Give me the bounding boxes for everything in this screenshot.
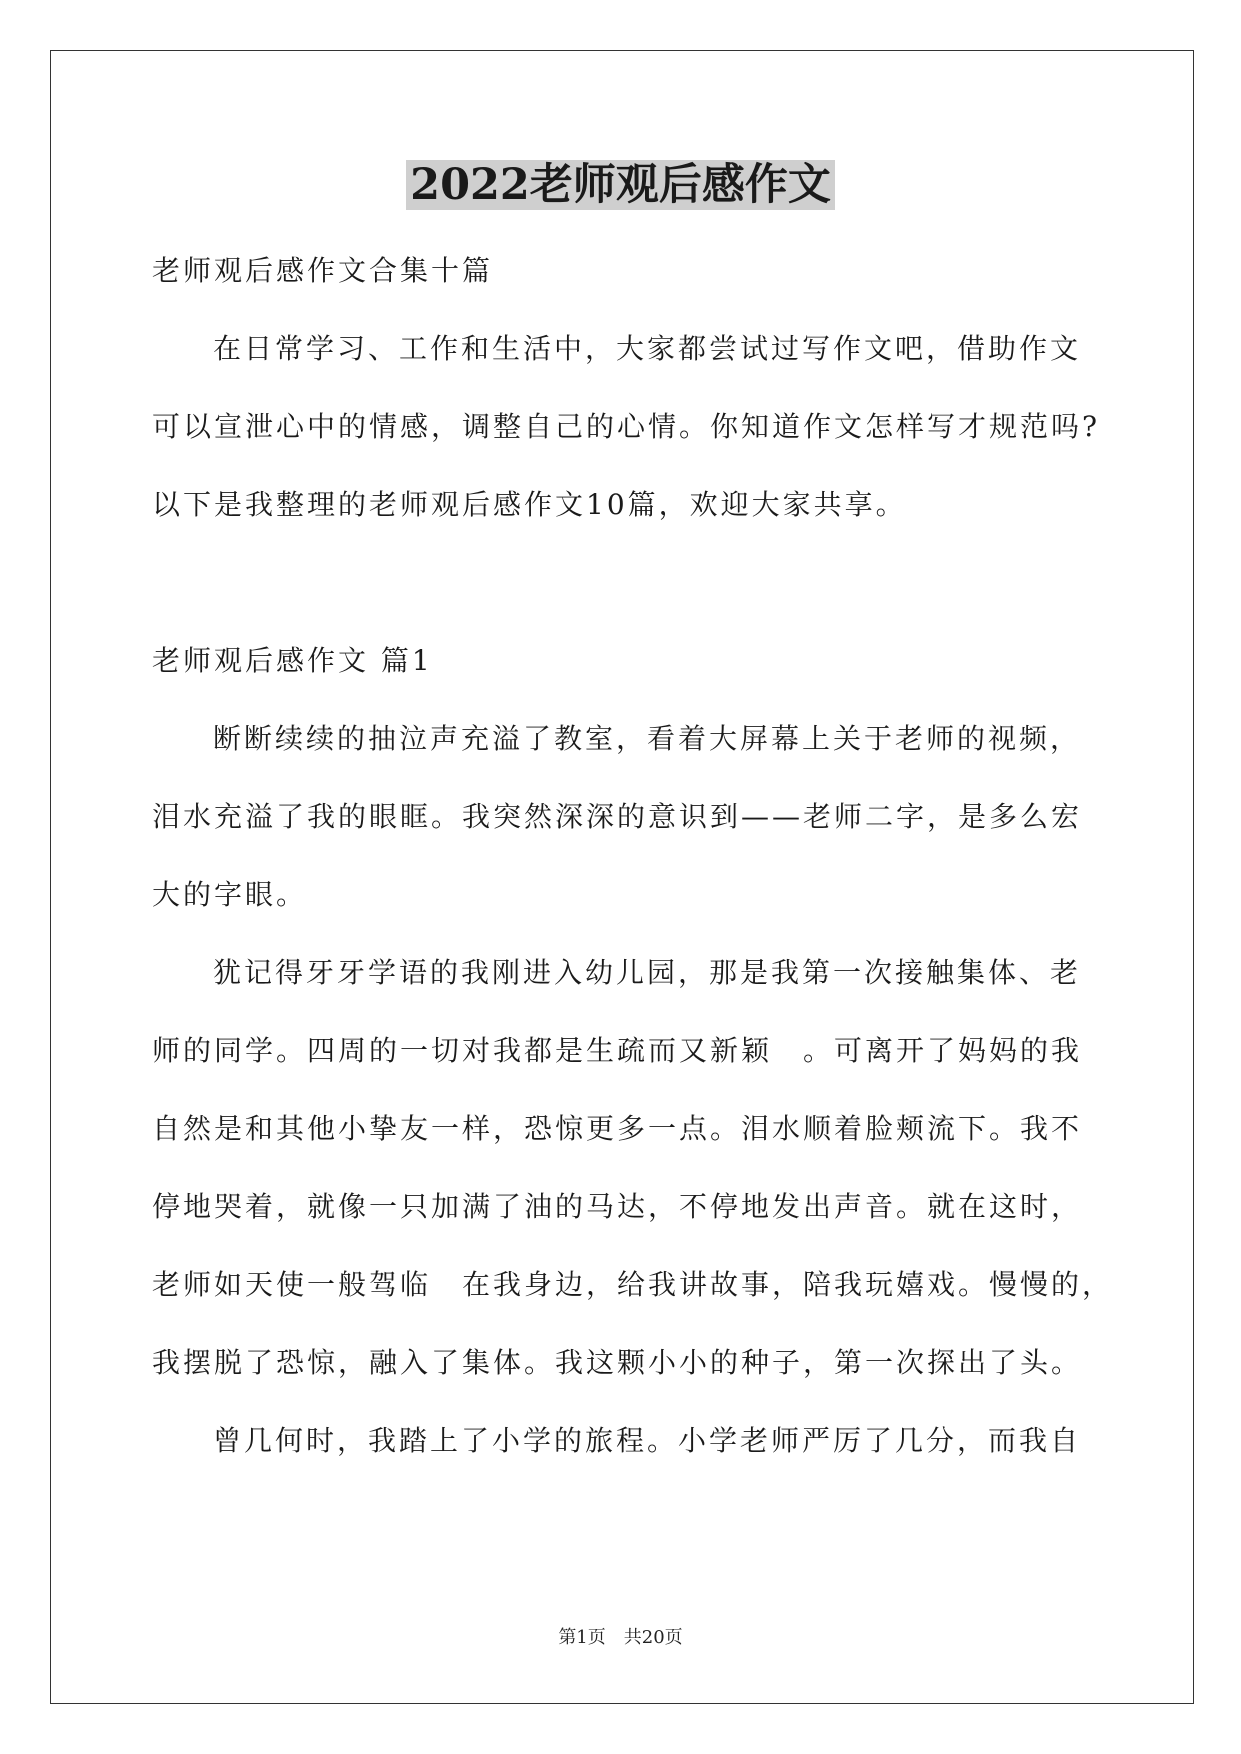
paragraph-line: 大的字眼。 [152, 878, 308, 911]
paragraph-line: 犹记得牙牙学语的我刚进入幼儿园，那是我第一次接触集体、老 [213, 956, 1082, 989]
page-number: 第1页 [558, 1627, 606, 1648]
paragraph-line: 泪水充溢了我的眼眶。我突然深深的意识到——老师二字，是多么宏 [152, 800, 1083, 833]
paragraph-line: 自然是和其他小挚友一样，恐惊更多一点。泪水顺着脸颊流下。我不 [152, 1112, 1083, 1145]
page-footer [0, 1623, 1241, 1649]
paragraph-line: 老师如天使一般驾临 在我身边，给我讲故事，陪我玩嬉戏。慢慢的， [152, 1268, 1114, 1301]
paragraph-line: 师的同学。四周的一切对我都是生疏而又新颖 。可离开了妈妈的我 [152, 1034, 1083, 1067]
page-total: 共20页 [623, 1627, 683, 1648]
document-title-text: 2022老师观后感作文 [406, 160, 835, 210]
document-body [152, 232, 1114, 1480]
paragraph-line: 断断续续的抽泣声充溢了教室，看着大屏幕上关于老师的视频， [213, 722, 1082, 755]
paragraph-spacer [152, 544, 1107, 622]
document-title [0, 157, 1241, 213]
subtitle: 老师观后感作文合集十篇 [152, 254, 494, 287]
section-heading: 老师观后感作文 篇1 [152, 644, 433, 677]
intro-line: 可以宣泄心中的情感，调整自己的心情。你知道作文怎样写才规范吗? [152, 410, 1101, 443]
paragraph-line: 我摆脱了恐惊，融入了集体。我这颗小小的种子，第一次探出了头。 [152, 1346, 1083, 1379]
intro-line: 以下是我整理的老师观后感作文10篇，欢迎大家共享。 [152, 488, 907, 521]
paragraph-line: 曾几何时，我踏上了小学的旅程。小学老师严厉了几分，而我自 [213, 1424, 1082, 1457]
intro-line: 在日常学习、工作和生活中，大家都尝试过写作文吧，借助作文 [213, 332, 1082, 365]
paragraph-line: 停地哭着，就像一只加满了油的马达，不停地发出声音。就在这时， [152, 1190, 1083, 1223]
